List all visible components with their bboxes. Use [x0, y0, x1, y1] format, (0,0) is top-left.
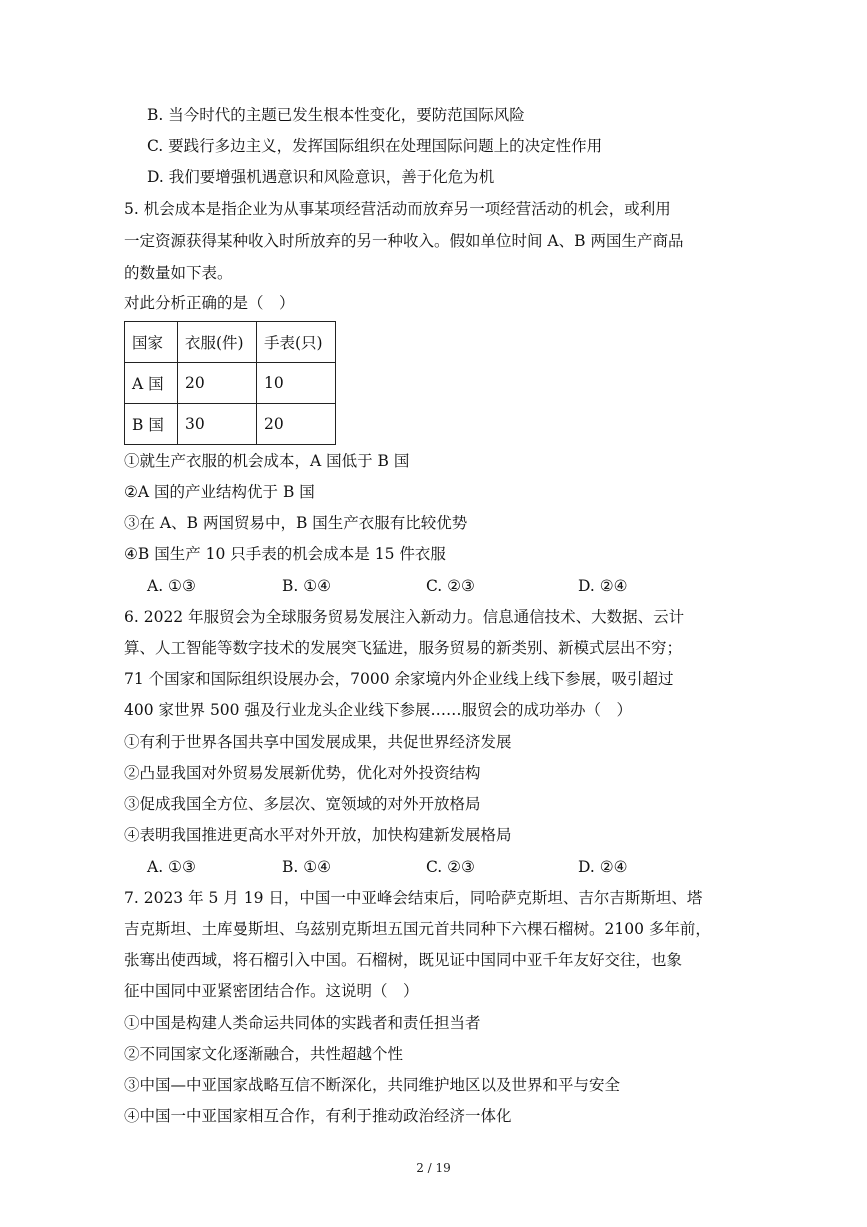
q5-stem-line-2: 一定资源获得某种收入时所放弃的另一种收入。假如单位时间 A、B 两国生产商品: [124, 232, 684, 250]
q5-stem-line-1: 5. 机会成本是指企业为从事某项经营活动而放弃另一项经营活动的机会，或利用: [124, 200, 671, 218]
production-table: [124, 321, 336, 445]
q4-option-c: C. 要践行多边主义，发挥国际组织在处理国际问题上的决定性作用: [147, 137, 603, 155]
table-header-cell: 手表(只): [257, 322, 336, 363]
q6-statement-4: ④表明我国推进更高水平对外开放，加快构建新发展格局: [124, 826, 512, 844]
q6-stem-line-2: 算、人工智能等数字技术的发展突飞猛进，服务贸易的新类别、新模式层出不穷；: [124, 639, 683, 657]
q6-stem-line-3: 71 个国家和国际组织设展办会，7000 余家境内外企业线上线下参展，吸引超过: [124, 670, 674, 688]
q5-statement-3: ③在 A、B 两国贸易中，B 国生产衣服有比较优势: [124, 514, 468, 532]
q7-stem-line-1: 7. 2023 年 5 月 19 日，中国一中亚峰会结束后，同哈萨克斯坦、吉尔吉斯斯坦、塔: [124, 889, 703, 907]
table-cell: B 国: [125, 404, 178, 445]
choice-c: C. ②③: [426, 858, 475, 876]
choice-d: D. ②④: [578, 858, 628, 876]
q5-statement-2: ②A 国的产业结构优于 B 国: [124, 483, 315, 501]
table-header-cell: 衣服(件): [178, 322, 257, 363]
q7-statement-3: ③中国—中亚国家战略互信不断深化，共同维护地区以及世界和平与安全: [124, 1076, 621, 1094]
q5-question: 对此分析正确的是（ ）: [124, 294, 295, 312]
q4-option-b: B. 当今时代的主题已发生根本性变化，要防范国际风险: [147, 106, 525, 124]
page-number: 2 / 19: [416, 1161, 451, 1175]
table-cell: 20: [257, 404, 336, 445]
q7-stem-line-3: 张骞出使西域，将石榴引入中国。石榴树，既见证中国同中亚千年友好交往，也象: [124, 951, 683, 969]
q7-statement-4: ④中国一中亚国家相互合作，有利于推动政治经济一体化: [124, 1107, 512, 1125]
choice-b: B. ①④: [282, 577, 332, 595]
q5-statement-1: ①就生产衣服的机会成本，A 国低于 B 国: [124, 452, 410, 470]
table-header-cell: 国家: [125, 322, 178, 363]
table-cell: 20: [178, 363, 257, 404]
q6-statement-3: ③促成我国全方位、多层次、宽领域的对外开放格局: [124, 795, 481, 813]
q7-stem-line-4: 征中国同中亚紧密团结合作。这说明（ ）: [124, 982, 419, 1000]
q5-stem-line-3: 的数量如下表。: [124, 264, 233, 282]
q6-statement-2: ②凸显我国对外贸易发展新优势，优化对外投资结构: [124, 764, 481, 782]
q7-statement-1: ①中国是构建人类命运共同体的实践者和责任担当者: [124, 1014, 481, 1032]
table-row: [125, 363, 336, 404]
choice-d: D. ②④: [578, 577, 628, 595]
q6-stem-line-4: 400 家世界 500 强及行业龙头企业线下参展……服贸会的成功举办（ ）: [124, 701, 632, 719]
q6-stem-line-1: 6. 2022 年服贸会为全球服务贸易发展注入新动力。信息通信技术、大数据、云计: [124, 608, 685, 626]
choice-c: C. ②③: [426, 577, 475, 595]
q5-statement-4: ④B 国生产 10 只手表的机会成本是 15 件衣服: [124, 545, 446, 563]
table-cell: 10: [257, 363, 336, 404]
q7-statement-2: ②不同国家文化逐渐融合，共性超越个性: [124, 1045, 404, 1063]
table-cell: A 国: [125, 363, 178, 404]
table-cell: 30: [178, 404, 257, 445]
choice-b: B. ①④: [282, 858, 332, 876]
q7-stem-line-2: 吉克斯坦、土库曼斯坦、乌兹别克斯坦五国元首共同种下六棵石榴树。2100 多年前，: [124, 920, 711, 938]
q6-statement-1: ①有利于世界各国共享中国发展成果，共促世界经济发展: [124, 733, 512, 751]
choice-a: A. ①③: [147, 858, 196, 876]
q4-option-d: D. 我们要增强机遇意识和风险意识，善于化危为机: [147, 168, 495, 186]
choice-a: A. ①③: [147, 577, 196, 595]
table-header-row: [125, 322, 336, 363]
table-row: [125, 404, 336, 445]
